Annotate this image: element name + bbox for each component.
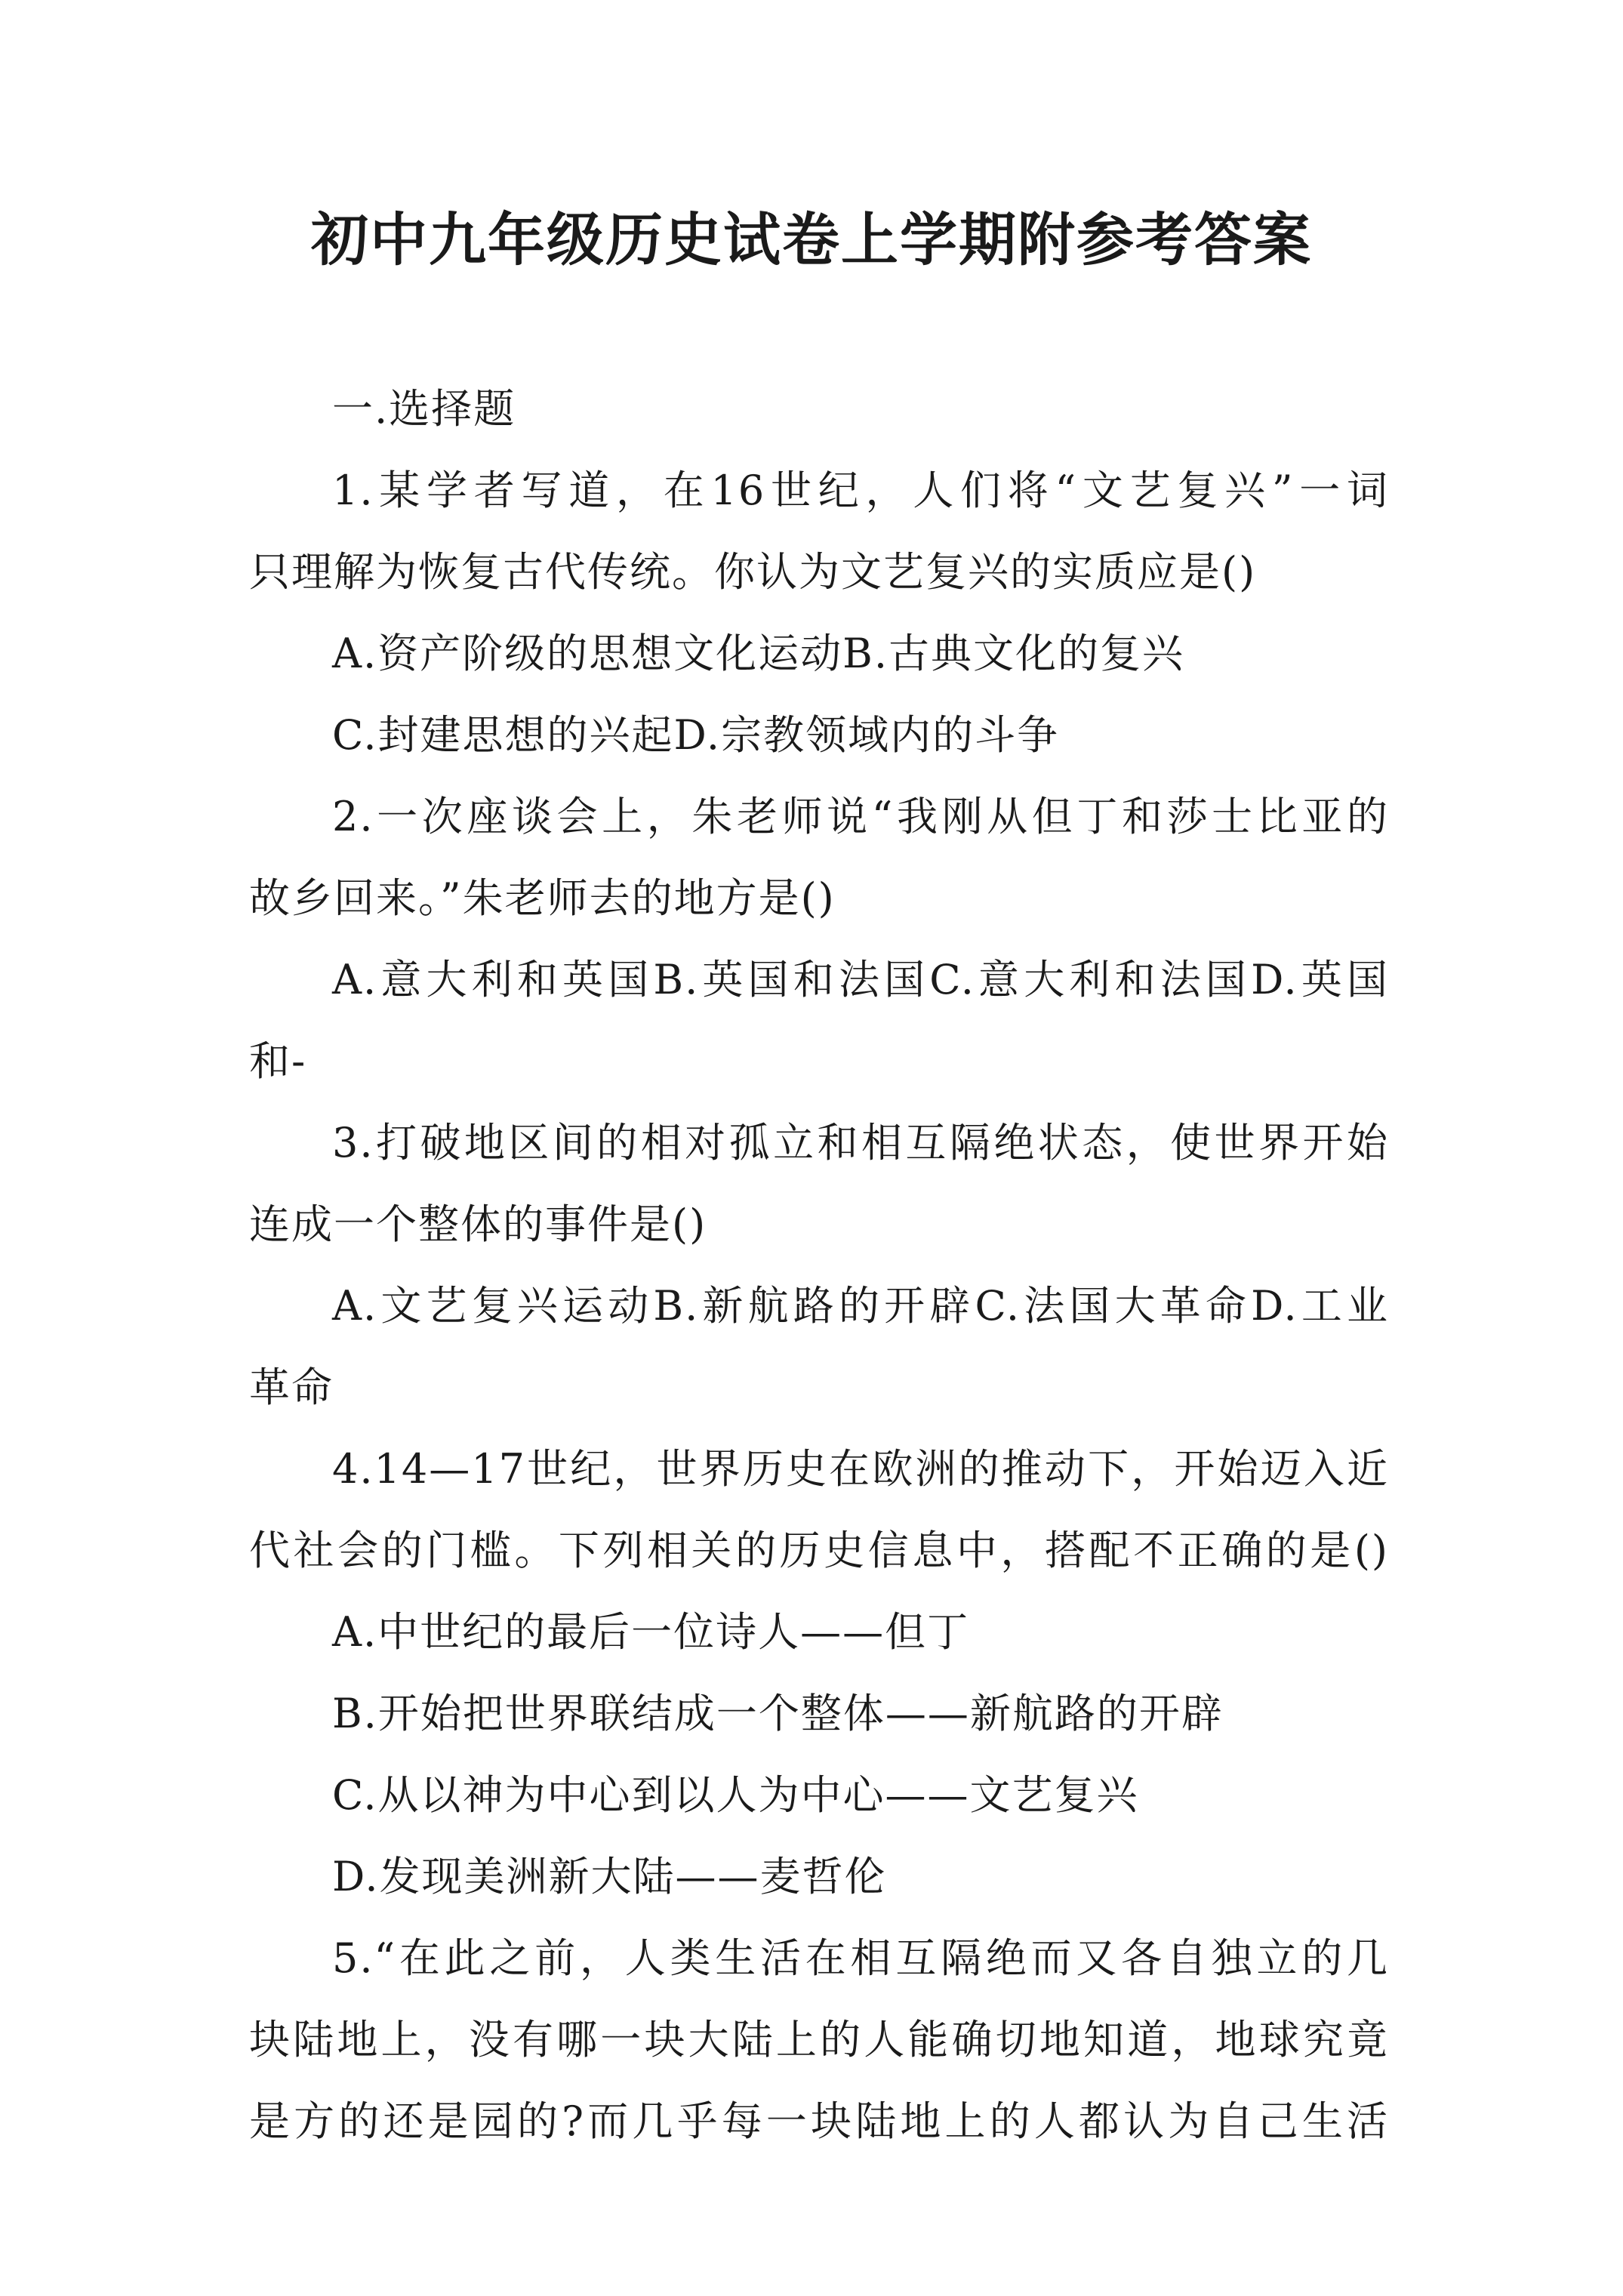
question-5-text-cont-2: 是方的还是园的?而几乎每一块陆地上的人都认为自己生活 [249,2097,1389,2145]
document-body [249,368,1389,2162]
question-1-options-ab: A.资产阶级的思想文化运动B.古典文化的复兴 [332,630,1185,677]
question-4-option-b: B.开始把世界联结成一个整体——新航路的开辟 [332,1690,1224,1737]
question-3-text: 3.打破地区间的相对孤立和相互隔绝状态，使世界开始 [332,1119,1389,1166]
question-2-text: 2.一次座谈会上，朱老师说“我刚从但丁和莎士比亚的 [332,793,1389,840]
question-2-text-cont: 故乡回来。”朱老师去的地方是() [249,874,836,922]
question-3-options: A.文艺复兴运动B.新航路的开辟C.法国大革命D.工业 [332,1282,1389,1330]
question-5-text-cont-1: 块陆地上，没有哪一块大陆上的人能确切地知道，地球究竟 [249,2016,1389,2063]
question-4-text: 4.14—17世纪，世界历史在欧洲的推动下，开始迈入近 [332,1445,1389,1493]
question-4-text-cont: 代社会的门槛。下列相关的历史信息中，搭配不正确的是() [249,1527,1389,1574]
question-3-text-cont: 连成一个整体的事件是() [249,1200,707,1248]
question-4-option-c: C.从以神为中心到以人为中心——文艺复兴 [332,1771,1139,1819]
question-1-options-cd: C.封建思想的兴起D.宗教领域内的斗争 [332,711,1060,759]
question-1-text: 1.某学者写道，在16世纪，人们将“文艺复兴”一词 [332,467,1389,514]
question-3-options-cont: 革命 [249,1364,334,1411]
question-4-option-d: D.发现美洲新大陆——麦哲伦 [332,1853,887,1900]
document-title: 初中九年级历史试卷上学期附参考答案 [311,206,1312,273]
question-2-options-cont: 和- [249,1037,307,1085]
question-4-option-a: A.中世纪的最后一位诗人——但丁 [332,1608,970,1656]
question-5-text: 5.“在此之前，人类生活在相互隔绝而又各自独立的几 [332,1934,1389,1982]
question-2-options: A.意大利和英国B.英国和法国C.意大利和法国D.英国 [332,956,1389,1003]
section-heading: 一.选择题 [332,385,516,433]
question-1-text-cont: 只理解为恢复古代传统。你认为文艺复兴的实质应是() [249,548,1257,596]
